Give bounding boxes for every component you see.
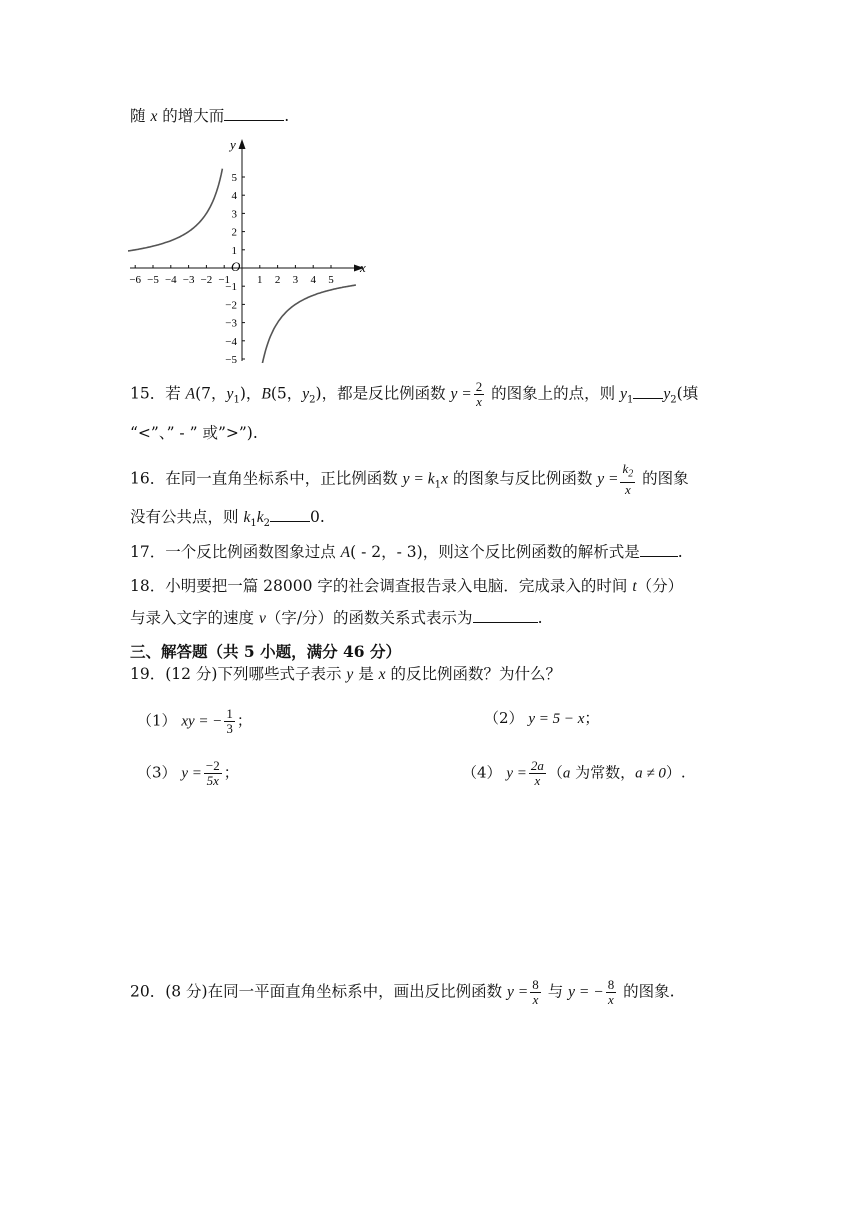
y-tick-label: 2 (231, 226, 237, 239)
question-18: 18．小明要把一篇 28000 字的社会调查报告录入电脑．完成录入的时间 t（分） (130, 577, 684, 595)
question-17: 17．一个反比例函数图象过点 A( - 2，- 3)，则这个反比例函数的解析式是 . (130, 543, 683, 561)
y-axis-arrow (239, 139, 246, 149)
origin-label: O (231, 259, 241, 274)
section-heading: 三、解答题（共 5 小题，满分 46 分） (130, 642, 401, 661)
fraction-2-over-x: $\frac{2}{x}$ (475, 379, 483, 409)
x-tick-label: −1 (218, 274, 231, 286)
x-tick-label: −6 (129, 274, 142, 286)
answer-blank[interactable] (473, 608, 538, 623)
question-16-line2: 没有公共点，则 $k_1k_2$ 0. (130, 508, 325, 530)
answer-blank[interactable] (224, 106, 284, 121)
y-tick-label: 3 (231, 208, 237, 221)
x-tick-label: −4 (164, 274, 177, 286)
hyperbola-graph (128, 135, 368, 363)
q19-item-4: （4） y = $\frac{2a}{x}$ （a 为常数，a ≠ 0）. (462, 758, 686, 788)
y-tick-label: 5 (231, 172, 237, 184)
y-tick-label: −1 (225, 281, 237, 294)
question-20: 20．(8 分)在同一平面直角坐标系中，画出反比例函数 y = $\frac{8}{x}$ 与 y = − $\frac{8}{x}$ 的图象. (130, 977, 675, 1007)
fraction-1-over-3: $\frac{1}{3}$ (226, 706, 233, 736)
fraction-8-over-x-2: $\frac{8}{x}$ (607, 977, 615, 1007)
y-tick-label: 1 (231, 244, 237, 257)
curve-left-branch (128, 169, 222, 252)
x-tick-label: −3 (182, 274, 195, 286)
question-19: 19．(12 分)下列哪些式子表示 y 是 x 的反比例函数？为什么？ (130, 665, 561, 683)
x-tick-label: 3 (292, 274, 299, 286)
answer-blank[interactable] (633, 384, 663, 399)
q19-item-1: （1） xy = − $\frac{1}{3}$ ； (137, 706, 252, 736)
y-tick-label: −5 (225, 354, 237, 363)
fraction-8-over-x: $\frac{8}{x}$ (532, 977, 539, 1007)
question-15: 15．若 A(7，$y_1$)，B(5，$y_2$)，都是反比例函数 y = $\frac{2}{x}$ 的图象上的点，则 $y_1$ $y_2$(填 (130, 379, 699, 409)
q19-item-3: （3） y = $\frac{-2}{5x}$ ； (137, 758, 239, 788)
x-tick-label: 1 (257, 274, 263, 286)
fraction-2a-over-x: $\frac{2a}{x}$ (530, 758, 544, 788)
answer-blank[interactable] (270, 507, 310, 522)
fraction-neg2-over-5x: $\frac{-2}{5x}$ (205, 758, 220, 788)
y-tick-label: −3 (225, 317, 237, 330)
y-axis-label: y (230, 137, 236, 152)
fraction-k2-over-x: $\frac{k_2}{x}$ (622, 461, 634, 497)
question-16: 16．在同一直角坐标系中，正比例函数 $y = k_1x$ 的图象与反比例函数 y = $\frac{k_2}{x}$ 的图象 (130, 461, 689, 497)
y-tick-label: −4 (225, 335, 237, 348)
curve-right-branch (262, 285, 356, 363)
x-tick-label: −5 (147, 274, 159, 286)
q19-item-2: （2） y = 5 − x； (484, 709, 600, 727)
x-tick-label: −2 (200, 274, 213, 286)
x-tick-label: 5 (328, 274, 334, 286)
q14-tail: 随 x 的增大而 . (130, 107, 290, 125)
x-tick-label: 4 (310, 274, 316, 286)
x-axis-label: x (360, 260, 366, 275)
answer-blank[interactable] (640, 542, 678, 557)
question-15-line2: “<”、” - ” 或”>”). (130, 424, 258, 442)
y-tick-label: −2 (225, 299, 237, 312)
y-tick-label: 4 (231, 190, 237, 203)
question-18-line2: 与录入文字的速度 v（字/分）的函数关系式表示为 . (130, 609, 543, 627)
x-tick-label: 2 (274, 274, 281, 286)
